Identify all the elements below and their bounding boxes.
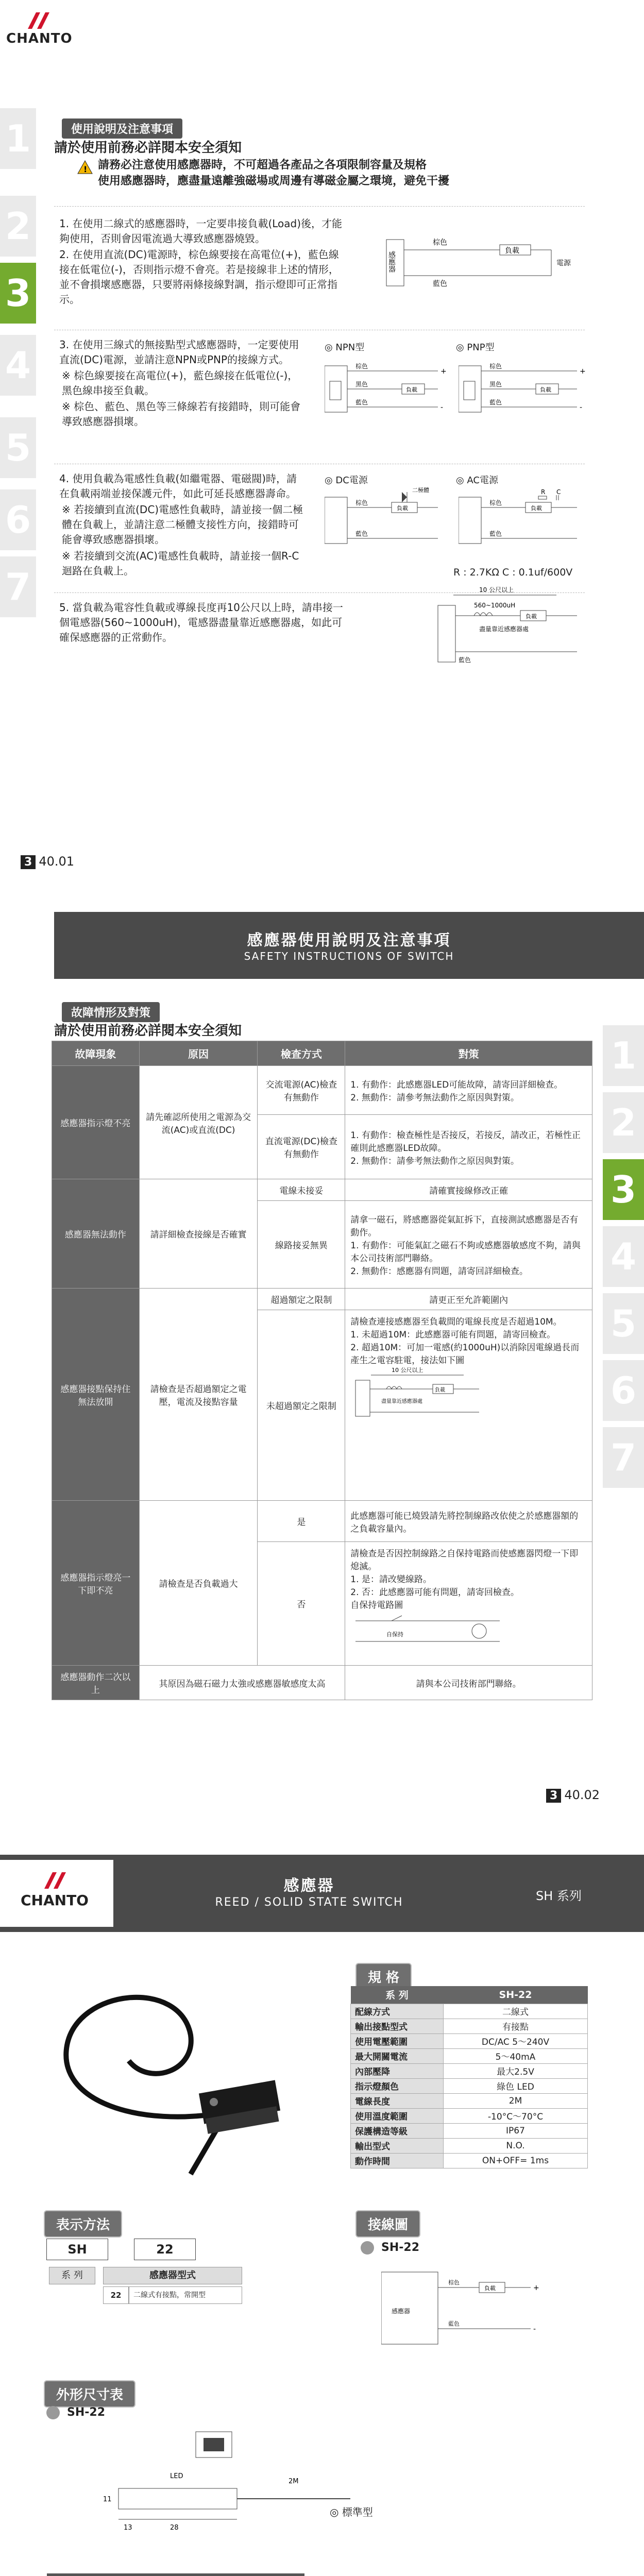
svg-text:R: R — [541, 488, 546, 496]
section-label: 使用說明及注意事項 — [62, 118, 182, 139]
svg-text:負載: 負載 — [540, 386, 551, 393]
svg-text:棕色: 棕色 — [355, 363, 368, 370]
dc-diode-diagram — [325, 487, 448, 554]
dc-label: ◎ DC電源 — [325, 475, 368, 486]
spec-table: 系 列 SH-22 配線方式 二線式 輸出接點型式 有接點 使用電壓範圍 DC/AC 5～240V 最大開關電流 5～40mA 內部壓降 最大2.5V 指示燈顏色 綠色 LED 電線長度 2M 使用溫度範圍 -10°C～70°C 保護構造等級 IP67 輸出型式 N.O. 動作時間 ON+OFF= 1ms — [350, 1986, 588, 2168]
svg-text:-: - — [580, 403, 583, 412]
npn-label: ◎ NPN型 — [325, 342, 365, 353]
svg-text:-: - — [533, 2325, 536, 2333]
svg-text:藍色: 藍色 — [355, 399, 368, 406]
svg-text:10 公尺以上: 10 公尺以上 — [479, 586, 514, 594]
svg-text:自保持: 自保持 — [386, 1631, 404, 1638]
two-wire-diagram — [381, 219, 587, 296]
svg-text:棕色: 棕色 — [433, 239, 447, 247]
side-tab-2[interactable]: 2 — [603, 1092, 644, 1153]
side-tab-7[interactable]: 7 — [603, 1427, 644, 1488]
instruction-4-note-2: ※ 若接續到交流(AC)電感性負載時，請並接一個R-C迴路在負載上。 — [62, 550, 299, 577]
svg-text:藍色: 藍色 — [448, 2320, 460, 2327]
svg-text:負載: 負載 — [505, 247, 519, 255]
brand-name: CHANTO — [6, 31, 73, 46]
svg-text:藍色: 藍色 — [489, 399, 502, 406]
npn-diagram — [325, 355, 448, 422]
instruction-2: 2. 在使用直流(DC)電源時，棕色線要接在高電位(+)，藍色線接在低電位(-)，否則指示燈不會亮。若是接線非上述的情形，並不會損壞感應器，只要將兩條接線對調，指示燈即可正常指示。 — [59, 248, 339, 306]
svg-text:!: ! — [83, 164, 88, 174]
svg-text:黑色: 黑色 — [489, 381, 502, 388]
svg-text:二極體: 二極體 — [412, 487, 429, 494]
page-banner: 感應器使用說明及注意事項 SAFETY INSTRUCTIONS OF SWITCH — [54, 912, 644, 979]
inductor-diagram — [428, 585, 582, 677]
svg-text:-: - — [440, 403, 444, 412]
bullet-icon — [361, 2241, 374, 2255]
side-tab-6[interactable]: 6 — [0, 489, 36, 550]
side-tab-2[interactable]: 2 — [0, 196, 36, 257]
page-number: 3 40.01 — [21, 854, 74, 869]
svg-text:負載: 負載 — [406, 386, 417, 393]
instruction-3: 3. 在使用三線式的無接點型式感應器時，一定要使用直流(DC)電源，並請注意NPN或PNP的接線方式。 — [59, 338, 299, 366]
svg-text:棕色: 棕色 — [489, 363, 502, 370]
page-heading: 請於使用前務必詳閱本安全須知 — [54, 140, 242, 156]
wiring-title: 接線圖 — [355, 2210, 420, 2238]
notation-model-label: 感應器型式 — [103, 2267, 242, 2284]
svg-text:負載: 負載 — [397, 505, 408, 512]
dimension-title: 外形尺寸表 — [44, 2380, 135, 2408]
bullet-icon — [46, 2406, 60, 2419]
applicable-series-table — [46, 2573, 304, 2576]
svg-text:560~1000uH: 560~1000uH — [474, 602, 516, 609]
svg-text:C: C — [556, 488, 561, 496]
side-tab-1[interactable]: 1 — [0, 108, 36, 169]
svg-text:11: 11 — [103, 2496, 112, 2503]
svg-text:負載: 負載 — [531, 505, 542, 512]
page-3 — [0, 1844, 644, 2576]
instruction-4: 4. 使用負載為電感性負載(如繼電器、電磁閥)時，請在負載兩端並接保護元件，如此可延長感應器壽命。 — [59, 472, 297, 500]
side-tab-3[interactable]: 3 — [603, 1159, 644, 1220]
inductor-diagram-small — [350, 1366, 484, 1422]
section-label: 故障情形及對策 — [62, 1002, 160, 1022]
page-2 — [0, 912, 644, 1844]
svg-text:28: 28 — [170, 2524, 179, 2532]
notation-code-model: 22 — [134, 2239, 196, 2260]
side-tab-3[interactable]: 3 — [0, 263, 36, 324]
svg-text:電源: 電源 — [556, 259, 571, 267]
wiring-diagram — [381, 2262, 546, 2349]
ac-label: ◎ AC電源 — [456, 475, 498, 486]
pnp-label: ◎ PNP型 — [456, 342, 495, 353]
ac-rc-diagram — [459, 487, 592, 554]
svg-text:10 公尺以上: 10 公尺以上 — [392, 1367, 423, 1374]
svg-text:負載: 負載 — [526, 613, 537, 620]
notation-option-desc: 二線式有接點，常開型 — [129, 2286, 242, 2304]
instruction-3-note-1: ※ 棕色線要接在高電位(+)，藍色線接在低電位(-)，黑色線串接至負載。 — [62, 369, 298, 397]
notation-series-label: 系 列 — [49, 2267, 95, 2284]
svg-text:負載: 負載 — [484, 2285, 496, 2292]
pnp-diagram — [459, 355, 592, 422]
product-banner: CHANTO 感應器 REED / SOLID STATE SWITCH SH 系列 — [0, 1855, 644, 1932]
dimension-model: SH-22 — [67, 2406, 106, 2419]
page-number: 3 40.02 — [546, 1788, 600, 1802]
svg-text:盡量靠近感應器處: 盡量靠近感應器處 — [381, 1399, 423, 1404]
svg-text:2M: 2M — [289, 2478, 299, 2485]
svg-text:LED: LED — [170, 2472, 183, 2480]
svg-text:+: + — [533, 2284, 539, 2292]
notation-option-code: 22 — [103, 2286, 129, 2304]
side-tab-5[interactable]: 5 — [603, 1293, 644, 1354]
wiring-model: SH-22 — [381, 2241, 420, 2254]
svg-text:藍色: 藍色 — [459, 656, 471, 664]
svg-text:棕色: 棕色 — [448, 2279, 460, 2286]
brand-logo: CHANTO — [0, 1860, 113, 1927]
warning-icon — [77, 160, 93, 176]
side-tab-4[interactable]: 4 — [0, 335, 36, 396]
spec-title: 規 格 — [355, 1963, 412, 1990]
dimension-drawing — [93, 2427, 361, 2535]
svg-text:棕色: 棕色 — [355, 499, 368, 506]
svg-text:藍色: 藍色 — [355, 530, 368, 537]
svg-text:盡量靠近感應器處: 盡量靠近感應器處 — [479, 625, 529, 633]
instruction-1: 1. 在使用二線式的感應器時，一定要串接負載(Load)後，才能夠使用，否則會因電流過大導致感應器燒毀。 — [59, 217, 343, 245]
svg-text:棕色: 棕色 — [489, 499, 502, 506]
svg-text:感應器: 感應器 — [387, 251, 396, 273]
side-tab-5[interactable]: 5 — [0, 417, 36, 478]
svg-text:+: + — [440, 367, 447, 376]
instruction-4-note-1: ※ 若接續到直流(DC)電感性負載時，請並接一個二極體在負載上，並請注意二極體支接性方向，接錯時可能會導致感應器損壞。 — [62, 503, 303, 546]
instruction-5: 5. 當負載為電容性負載或導線長度再10公尺以上時，請串接一個電感器(560~1000uH)，電感器盡量靠近感應器處，如此可確保感應器的正常動作。 — [59, 601, 343, 643]
svg-text:感應器: 感應器 — [392, 2308, 411, 2315]
svg-text:黑色: 黑色 — [355, 381, 368, 388]
svg-text:負載: 負載 — [435, 1387, 446, 1393]
side-tab-6[interactable]: 6 — [603, 1360, 644, 1421]
notation-code-series: SH — [46, 2239, 108, 2260]
svg-text:藍色: 藍色 — [433, 280, 447, 288]
self-hold-circuit-diagram — [350, 1611, 505, 1652]
rc-values: R : 2.7KΩ C : 0.1uf/600V — [453, 567, 573, 578]
dimension-standard-label: ◎ 標準型 — [330, 2506, 373, 2518]
svg-text:藍色: 藍色 — [489, 530, 502, 537]
brand-logo — [4, 10, 87, 52]
svg-text:+: + — [580, 367, 586, 376]
warning-text: 請務必注意使用感應器時，不可超過各產品之各項限制容量及規格 使用感應器時，應盡量遠離強磁場或周邊有導磁金屬之環境，避免干擾 — [98, 159, 450, 188]
page-heading: 請於使用前務必詳閱本安全須知 — [54, 1023, 242, 1039]
svg-text:13: 13 — [124, 2524, 132, 2532]
side-tab-4[interactable]: 4 — [603, 1226, 644, 1287]
side-tab-7[interactable]: 7 — [0, 556, 36, 617]
instruction-3-note-2: ※ 棕色、藍色、黑色等三條線若有接錯時，則可能會導致感應器損壞。 — [62, 400, 301, 428]
product-photo — [36, 1958, 325, 2205]
notation-title: 表示方法 — [44, 2210, 122, 2238]
side-tab-1[interactable]: 1 — [603, 1025, 644, 1086]
page-1 — [0, 0, 644, 912]
troubleshooting-table: 故障現象 原因 檢查方式 對策 感應器指示燈不亮 請先確認所使用之電源為交流(AC)或直流(DC) 交流電源(AC)檢查有無動作 1. 有動作：此感應器LED可能故障，請寄回詳細檢查。 2. 無動作：請參考無法動作之原因與對策。 直流電源(DC)檢查有無動作 1. 有動作：檢查極性是否接反，若接反，請改正，若極性正確則此感應器LED故障。 2. 無動作：請參考無法動作之原因與對策。 感應器無法動作 請詳細檢查接線是否確實 電線未接妥 請確實接線修改正確 線路接妥無異 請拿一磁石，將感應器從氣缸拆下，直接測試感應器是否有動作。 1. 有動作：可能氣缸之磁石不夠或感應器敏感度不夠，請與本公司技術部門聯絡。 2. 無動作：感應器有問題，請寄回詳細檢查。 感應器接點保持住無法放開 請檢查是否超過額定之電壓，電流及接點容量 超過額定之限制 請更正至允許範圍內 未超過額定之限制 請檢查連接感應器至負載間的電線長度是否超過10M。 1. 未超過10M：此感應器可能有問題，請寄回檢查。 2. 超過10M：可加一電感(約1000uH)以消除因電線過長而產生之電容駐電，接法如下圖 10 公尺以上 負載 盡量靠近感應器處 感應器指示燈亮一下即不亮 請檢查是否負載過大 是 此感應器可能已燒毀請先將控制線路改依使之於感應器額的之負載容量內。 否 請檢查是否因控制線路之自保持電路而使感應器閃燈一下即熄滅。 1. 是：請改變線路。 2. 否：此感應器可能有問題，請寄回檢查。 自保持電路圖 自保持 感應器動作二次以上 其原因為磁石磁力太強或感應器敏感度太高 請與本公司技術部門聯絡。 — [52, 1041, 592, 1700]
